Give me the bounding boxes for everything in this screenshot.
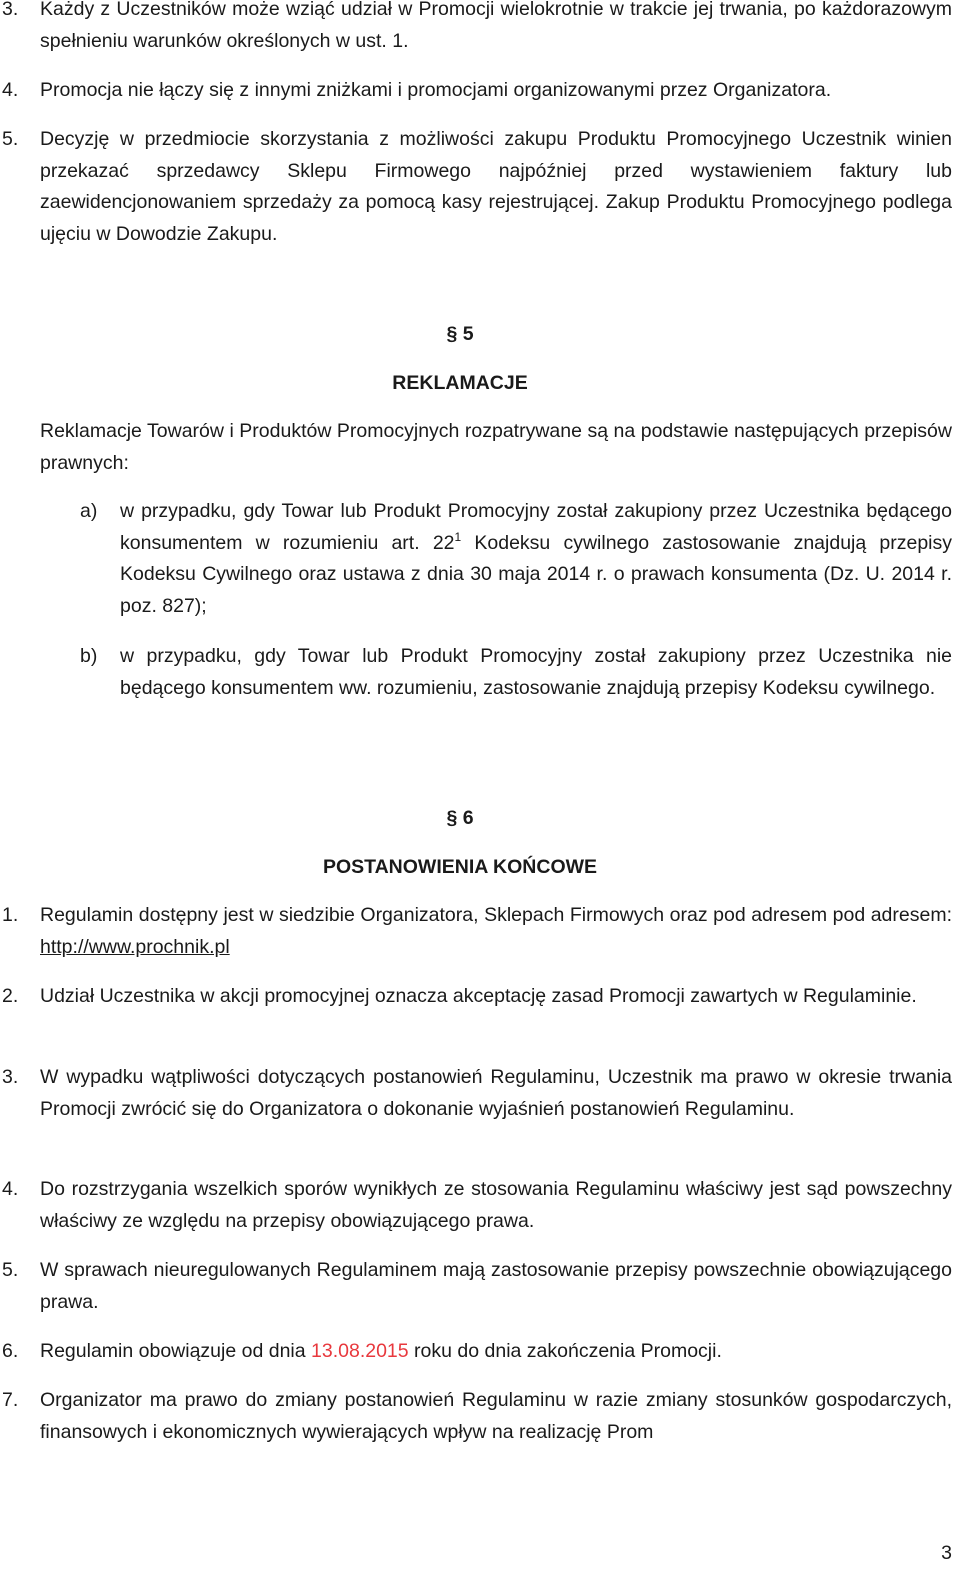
list-number: 6.: [2, 1340, 19, 1362]
superscript: 1: [454, 529, 462, 544]
list-number: 1.: [2, 904, 19, 926]
section-symbol: § 6: [446, 807, 474, 829]
list-number: 2.: [2, 985, 19, 1007]
list-text: Promocja nie łączy się z innymi zniżkami i promocjami organizowanymi przez Organizatora.: [40, 79, 832, 101]
list-text: Udział Uczestnika w akcji promocyjnej oznacza akceptację zasad Promocji zawartych w Regulaminie.: [40, 985, 917, 1007]
list-number: 3.: [2, 1066, 19, 1088]
list-number: 7.: [2, 1389, 19, 1411]
list-number: 5.: [2, 1259, 19, 1281]
section-intro: Reklamacje Towarów i Produktów Promocyjnych rozpatrywane są na podstawie następujących przepisów prawnych:: [40, 420, 952, 474]
page-number: 3: [941, 1542, 952, 1564]
website-link[interactable]: http://www.prochnik.pl: [40, 935, 230, 958]
list-text: Do rozstrzygania wszelkich sporów wynikłych ze stosowania Regulaminu właściwy jest sąd powszechny właściwy ze względu na przepisy obowiązującego prawa.: [40, 1178, 952, 1232]
sub-list-text: [120, 496, 952, 622]
list-text: W sprawach nieuregulowanych Regulaminem mają zastosowanie przepisy powszechnie obowiązującego prawa.: [40, 1259, 952, 1313]
list-text: [40, 1336, 952, 1368]
date-highlight: 13.08.2015: [311, 1340, 409, 1362]
list-text-part: Regulamin dostępny jest w siedzibie Organizatora, Sklepach Firmowych oraz pod adresem pod adresem:: [40, 904, 952, 926]
section-title: REKLAMACJE: [392, 372, 528, 394]
list-text-part: roku do dnia zakończenia Promocji.: [408, 1340, 722, 1362]
list-text: Organizator ma prawo do zmiany postanowień Regulaminu w razie zmiany stosunków gospodarczych, finansowych i ekonomicznych wywierających wpływ na realizację Prom: [40, 1389, 952, 1443]
list-text: Każdy z Uczestników może wziąć udział w Promocji wielokrotnie w trakcie jej trwania, po każdorazowym spełnieniu warunków określonych w ust. 1.: [40, 0, 952, 52]
list-number: 4.: [2, 1178, 19, 1200]
sub-list-letter: b): [80, 645, 98, 667]
list-text: W wypadku wątpliwości dotyczących postanowień Regulaminu, Uczestnik ma prawo w okresie trwania Promocji zwrócić się do Organizatora o dokonanie wyjaśnień postanowień Regulaminu.: [40, 1066, 952, 1120]
sub-list-text-part: Kodeksu cywilnego zastosowanie znajdują przepisy Kodeksu Cywilnego oraz ustawa z dnia 30 maja 2014 r. o prawach konsumenta (Dz. U. 2014 r. poz. 827);: [120, 531, 953, 617]
section-title: POSTANOWIENIA KOŃCOWE: [322, 856, 598, 878]
sub-list-text: w przypadku, gdy Towar lub Produkt Promocyjny został zakupiony przez Uczestnika nie będącego konsumentem ww. rozumieniu, zastosowanie znajdują przepisy Kodeksu cywilnego.: [120, 645, 952, 699]
list-number: 3.: [2, 0, 19, 20]
list-number: 5.: [2, 128, 19, 150]
sub-list-letter: a): [80, 500, 98, 522]
list-text-part: Regulamin obowiązuje od dnia: [40, 1340, 312, 1362]
section-symbol: § 5: [446, 323, 474, 345]
list-text: [40, 900, 952, 963]
sub-list-text-part: w przypadku, gdy Towar lub Produkt Promocyjny został zakupiony przez Uczestnika będącego konsumentem w rozumieniu art. 22: [120, 500, 952, 554]
list-text: Decyzję w przedmiocie skorzystania z możliwości zakupu Produktu Promocyjnego Uczestnik winien przekazać sprzedawcy Sklepu Firmowego najpóźniej przed wystawieniem faktury lub zaewidencjonowaniem sprzedaży za pomocą kasy rejestrującej. Zakup Produktu Promocyjnego podlega ujęciu w Dowodzie Zakupu.: [40, 128, 952, 245]
list-number: 4.: [2, 79, 19, 101]
